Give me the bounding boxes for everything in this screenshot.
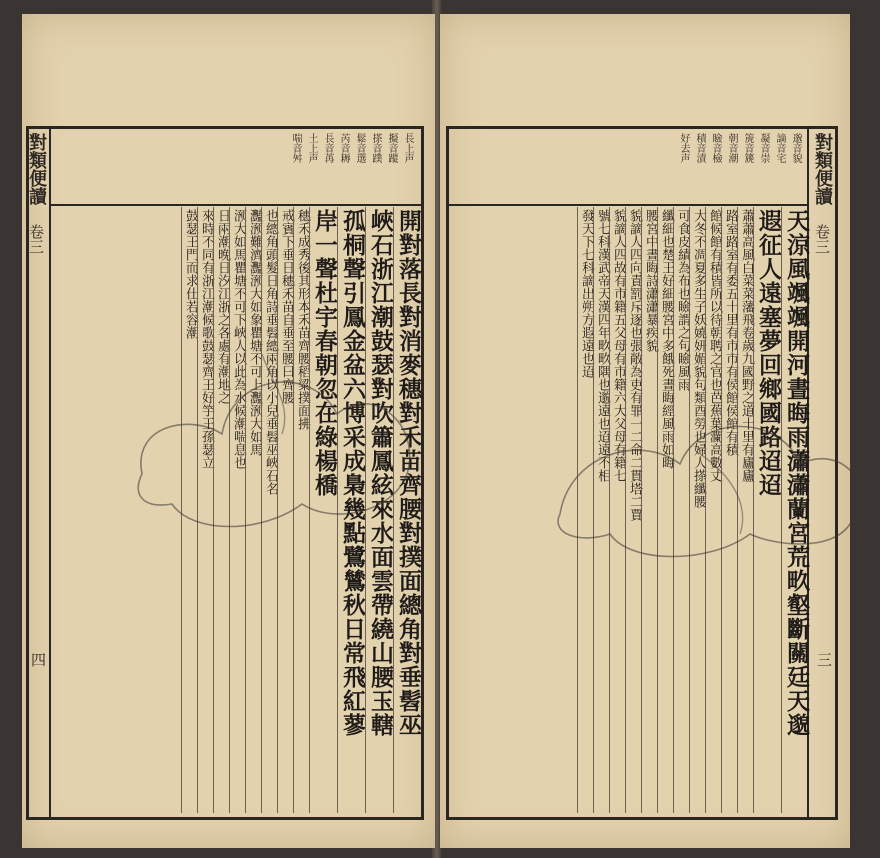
left-page-frame — [26, 126, 424, 820]
commentary-column: 鼓瑟王門而求仕若容潮 — [181, 207, 197, 813]
text-column: 孤桐聲引鳳金盆六博采成梟幾點鷺鷥秋日常飛紅蓼 — [337, 207, 365, 813]
text-column: 岸一聲杜宇春朝忽在綠楊橋 — [309, 207, 337, 813]
book-title: 對類便讀 — [812, 133, 833, 205]
pronunciation-header — [449, 129, 809, 206]
gloss-note: 土上声 — [306, 133, 317, 163]
commentary-column: 貌謫人四故有市籍五父母有市籍六大父母有籍七 — [609, 207, 625, 813]
text-column: 天涼風颯颯開河晝晦雨瀟瀟蘭宮荒畂壑斷關廷天邈 — [781, 207, 809, 813]
gloss-note: 邈音貌 — [790, 133, 801, 163]
gloss-note: 搽音蹼 — [370, 133, 381, 163]
pronunciation-header — [51, 129, 421, 206]
commentary-column: 號七科漢武帝天漢四年畂畂隅也邈遠也迢遠不相 — [593, 207, 609, 813]
gloss-note: 擬音蹤 — [386, 133, 397, 163]
gloss-note: 朝音潮 — [726, 133, 737, 163]
commentary-column: 發天下七科謫出朔方遐遠也迢 — [577, 207, 593, 813]
commentary-column: 灩滪難濟灩滪大如象瞿塘不可上灩滪大如馬 — [245, 207, 261, 813]
commentary-column: 戒賓下垂日穗禾苗自垂至腰曰齊腰 — [277, 207, 293, 813]
commentary-column: 可食皮績為布也瞼謂之句瞼風雨 — [673, 207, 689, 813]
commentary-column: 穗禾成秀後其形本禾苗齊腰稻粱撲面拂 — [293, 207, 309, 813]
text-column: 開對落長對消麥穗對禾苗齊腰對撲面總角對垂髫巫 — [393, 207, 421, 813]
text-column: 遐征人遠塞夢回鄉國路迢迢 — [753, 207, 781, 813]
right-page-frame — [446, 126, 838, 820]
text-columns — [51, 207, 421, 813]
commentary-column: 滪大如馬瞿塘不可下峽人以此為水候潮喘息也 — [229, 207, 245, 813]
book-title: 對類便讀 — [26, 133, 47, 205]
folio-number: 四 — [29, 652, 47, 667]
text-columns — [449, 207, 809, 813]
commentary-column: 蕭蕭高風白菜菜藩飛卷歲九國野之道十里有廬廬 — [737, 207, 753, 813]
page-edge-column — [807, 129, 835, 817]
gloss-note: 凝音崇 — [758, 133, 769, 163]
folio-number: 三 — [815, 652, 833, 667]
gloss-note: 芮音耨 — [338, 133, 349, 163]
commentary-column: 日兩潮晚日汐江浙之各處有潮地之 — [213, 207, 229, 813]
gloss-note: 好去声 — [678, 133, 689, 163]
gloss-note: 喘音舛 — [290, 133, 301, 163]
gloss-row — [59, 133, 413, 199]
gloss-row — [457, 133, 801, 199]
gloss-note: 箎音篪 — [742, 133, 753, 163]
commentary-column: 腰宮中晝晦詩瀟瀟暴疾貌 — [641, 207, 657, 813]
gloss-note: 長上声 — [402, 133, 413, 163]
gloss-note: 謫音宅 — [774, 133, 785, 163]
gloss-note: 長音苒 — [322, 133, 333, 163]
text-column: 峽石浙江潮鼓瑟對吹簫鳳絃來水面雲帶繞山腰玉轄 — [365, 207, 393, 813]
commentary-column: 路室路室有委五十里有市市有侯館侯館有積 — [721, 207, 737, 813]
commentary-column: 大冬不凋夏多生子妖嬈妍媚貌句類酉勞也婦人搽纖腰 — [689, 207, 705, 813]
right-page — [440, 14, 850, 848]
commentary-column: 纖細也楚王好細腰宮中多餓死晝晦經風雨如晦 — [657, 207, 673, 813]
commentary-column: 來時不同有浙江潮候歌鼓瑟齊王好竽王孫瑟立 — [197, 207, 213, 813]
commentary-column: 也總角頭髮日角詩垂髫總兩角以小兒垂髫巫峽石名 — [261, 207, 277, 813]
commentary-column: 貌謫人四向責罰斥逐也張敞為吏有罪一二命二貫塔二賈 — [625, 207, 641, 813]
gloss-note: 瞼音檢 — [710, 133, 721, 163]
commentary-column: 館候館有積皆所以待朝聘之官也芭蕉葉瀾高數丈 — [705, 207, 721, 813]
gloss-note: 積音漬 — [694, 133, 705, 163]
volume-label: 卷三 — [813, 223, 831, 254]
page-edge-column — [26, 129, 51, 817]
volume-label: 卷三 — [27, 223, 45, 254]
gloss-note: 鬆音選 — [354, 133, 365, 163]
left-page — [22, 14, 435, 848]
